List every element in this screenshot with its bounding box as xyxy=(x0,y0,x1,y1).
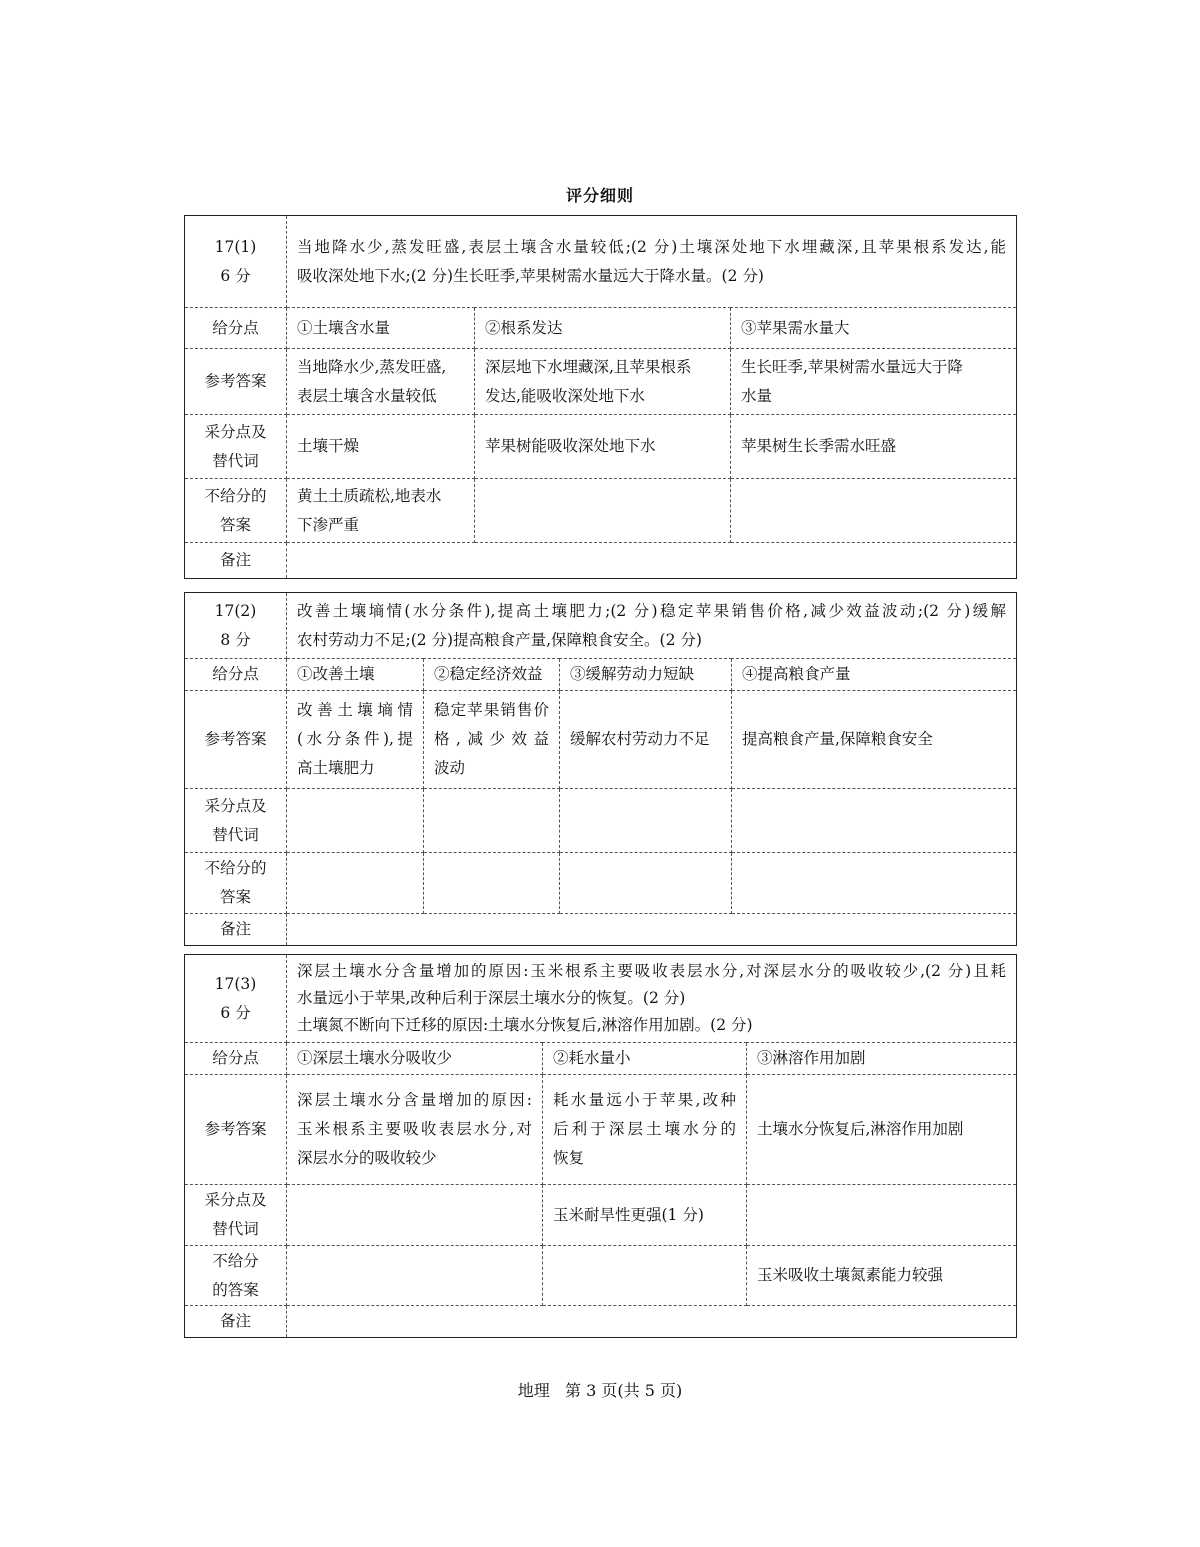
label-line: 替代词 xyxy=(212,825,259,844)
point-cell: ①土壤含水量 xyxy=(287,308,475,349)
full-answer-line: 水量远小于苹果,改种后利于深层土壤水分的恢复。(2 分) xyxy=(297,989,686,1007)
label-line: 采分点及 xyxy=(204,422,267,441)
reference-line: 恢复 xyxy=(553,1149,585,1167)
reference-cell xyxy=(287,1075,543,1185)
label-line: 答案 xyxy=(219,888,251,906)
label-line: 答案 xyxy=(219,515,251,534)
point-cell: ④提高粮食产量 xyxy=(732,659,1017,691)
question-number-cell xyxy=(185,955,287,1043)
full-answer-line: 土壤氮不断向下迁移的原因:土壤水分恢复后,淋溶作用加剧。(2 分) xyxy=(297,1016,753,1034)
row-label-no-score xyxy=(185,479,287,543)
question-number: 17(2) xyxy=(214,601,257,620)
reference-line: 格,减少效益 xyxy=(434,730,549,748)
no-score-line: 下渗严重 xyxy=(297,515,360,534)
reference-cell xyxy=(424,691,560,789)
remarks-cell xyxy=(287,543,1017,579)
no-score-cell xyxy=(287,1246,543,1306)
no-score-cell: 玉米吸收土壤氮素能力较强 xyxy=(747,1246,1017,1306)
point-cell: ③缓解劳动力短缺 xyxy=(560,659,732,691)
row-label-no-score xyxy=(185,1246,287,1306)
question-number-cell xyxy=(185,593,287,659)
no-score-cell xyxy=(560,853,732,914)
full-answer-line: 深层土壤水分含量增加的原因:玉米根系主要吸收表层水分,对深层水分的吸收较少,(2 分)且耗 xyxy=(297,962,1007,980)
question-number: 17(1) xyxy=(214,237,257,256)
scoring-cell xyxy=(287,789,424,853)
row-label-scoring xyxy=(185,1185,287,1246)
reference-line: 波动 xyxy=(434,759,466,777)
question-number-cell xyxy=(185,216,287,308)
scoring-cell xyxy=(424,789,560,853)
full-answer-line: 吸收深处地下水;(2 分)生长旺季,苹果树需水量远大于降水量。(2 分) xyxy=(297,266,764,285)
no-score-cell xyxy=(543,1246,747,1306)
row-label-reference: 参考答案 xyxy=(185,349,287,415)
reference-line: (水分条件),提 xyxy=(297,730,413,748)
rubric-table-q2 xyxy=(184,592,1017,946)
footer-subject: 地理 xyxy=(517,1381,550,1400)
scoring-cell xyxy=(287,1185,543,1246)
reference-line: 当地降水少,蒸发旺盛, xyxy=(297,357,447,376)
footer-page-number: 第 3 页(共 5 页) xyxy=(565,1381,683,1400)
point-cell: ③淋溶作用加剧 xyxy=(747,1043,1017,1075)
reference-line: 深层土壤水分含量增加的原因: xyxy=(297,1091,532,1109)
point-cell: ①深层土壤水分吸收少 xyxy=(287,1043,543,1075)
row-label-no-score xyxy=(185,853,287,914)
point-cell: ①改善土壤 xyxy=(287,659,424,691)
row-label-points: 给分点 xyxy=(185,308,287,349)
no-score-line: 黄土土质疏松,地表水 xyxy=(297,486,442,505)
reference-line: 表层土壤含水量较低 xyxy=(297,386,437,405)
reference-cell: 土壤水分恢复后,淋溶作用加剧 xyxy=(747,1075,1017,1185)
full-answer-cell xyxy=(287,593,1017,659)
reference-line: 深层水分的吸收较少 xyxy=(297,1149,437,1167)
reference-cell xyxy=(287,349,475,415)
reference-cell xyxy=(475,349,731,415)
question-score: 6 分 xyxy=(220,1003,251,1022)
full-answer-cell xyxy=(287,955,1017,1043)
no-score-cell xyxy=(287,479,475,543)
scoring-cell xyxy=(560,789,732,853)
row-label-reference: 参考答案 xyxy=(185,691,287,789)
label-line: 不给分的 xyxy=(204,486,267,505)
no-score-cell xyxy=(475,479,731,543)
scoring-cell xyxy=(747,1185,1017,1246)
row-label-reference: 参考答案 xyxy=(185,1075,287,1185)
reference-line: 后利于深层土壤水分的 xyxy=(553,1120,736,1138)
rubric-table-q3 xyxy=(184,954,1017,1338)
reference-line: 玉米根系主要吸收表层水分,对 xyxy=(297,1120,532,1138)
reference-line: 高土壤肥力 xyxy=(297,759,375,777)
scoring-cell: 土壤干燥 xyxy=(287,415,475,479)
reference-cell xyxy=(287,691,424,789)
scoring-cell xyxy=(732,789,1017,853)
reference-cell: 提高粮食产量,保障粮食安全 xyxy=(732,691,1017,789)
label-line: 替代词 xyxy=(212,451,259,470)
no-score-cell xyxy=(732,853,1017,914)
page-footer xyxy=(0,1378,1200,1401)
row-label-points: 给分点 xyxy=(185,659,287,691)
label-line: 不给分 xyxy=(212,1251,259,1270)
reference-line: 深层地下水埋藏深,且苹果根系 xyxy=(485,357,692,376)
scoring-cell: 苹果树生长季需水旺盛 xyxy=(731,415,1017,479)
label-line: 采分点及 xyxy=(204,796,267,815)
point-cell: ②耗水量小 xyxy=(543,1043,747,1075)
reference-cell xyxy=(543,1075,747,1185)
reference-cell xyxy=(731,349,1017,415)
remarks-cell xyxy=(287,1306,1017,1338)
row-label-scoring xyxy=(185,415,287,479)
row-label-remarks: 备注 xyxy=(185,543,287,579)
reference-line: 耗水量远小于苹果,改种 xyxy=(553,1091,736,1109)
reference-line: 改善土壤墒情 xyxy=(297,701,413,719)
reference-line: 发达,能吸收深处地下水 xyxy=(485,386,645,405)
question-score: 6 分 xyxy=(220,266,251,285)
no-score-cell xyxy=(731,479,1017,543)
reference-line: 稳定苹果销售价 xyxy=(434,701,549,719)
label-line: 采分点及 xyxy=(204,1191,267,1209)
full-answer-line: 当地降水少,蒸发旺盛,表层土壤含水量较低;(2 分)土壤深处地下水埋藏深,且苹果根系发达,能 xyxy=(297,237,1007,256)
point-cell: ③苹果需水量大 xyxy=(731,308,1017,349)
rubric-table-q1 xyxy=(184,215,1017,579)
scoring-cell: 苹果树能吸收深处地下水 xyxy=(475,415,731,479)
full-answer-line: 改善土壤墒情(水分条件),提高土壤肥力;(2 分)稳定苹果销售价格,减少效益波动;(2 分)缓解 xyxy=(297,601,1007,620)
row-label-points: 给分点 xyxy=(185,1043,287,1075)
point-cell: ②根系发达 xyxy=(475,308,731,349)
scoring-cell: 玉米耐旱性更强(1 分) xyxy=(543,1185,747,1246)
label-line: 不给分的 xyxy=(204,859,267,877)
reference-line: 生长旺季,苹果树需水量远大于降 xyxy=(741,357,963,376)
full-answer-line: 农村劳动力不足;(2 分)提高粮食产量,保障粮食安全。(2 分) xyxy=(297,630,702,649)
row-label-remarks: 备注 xyxy=(185,1306,287,1338)
no-score-cell xyxy=(424,853,560,914)
row-label-remarks: 备注 xyxy=(185,914,287,946)
row-label-scoring xyxy=(185,789,287,853)
reference-line: 水量 xyxy=(741,386,773,405)
page-title: 评分细则 xyxy=(565,186,634,205)
question-score: 8 分 xyxy=(220,630,251,649)
label-line: 替代词 xyxy=(212,1220,259,1238)
reference-cell: 缓解农村劳动力不足 xyxy=(560,691,732,789)
full-answer-cell xyxy=(287,216,1017,308)
remarks-cell xyxy=(287,914,1017,946)
no-score-cell xyxy=(287,853,424,914)
point-cell: ②稳定经济效益 xyxy=(424,659,560,691)
question-number: 17(3) xyxy=(214,974,257,993)
label-line: 的答案 xyxy=(212,1280,259,1299)
